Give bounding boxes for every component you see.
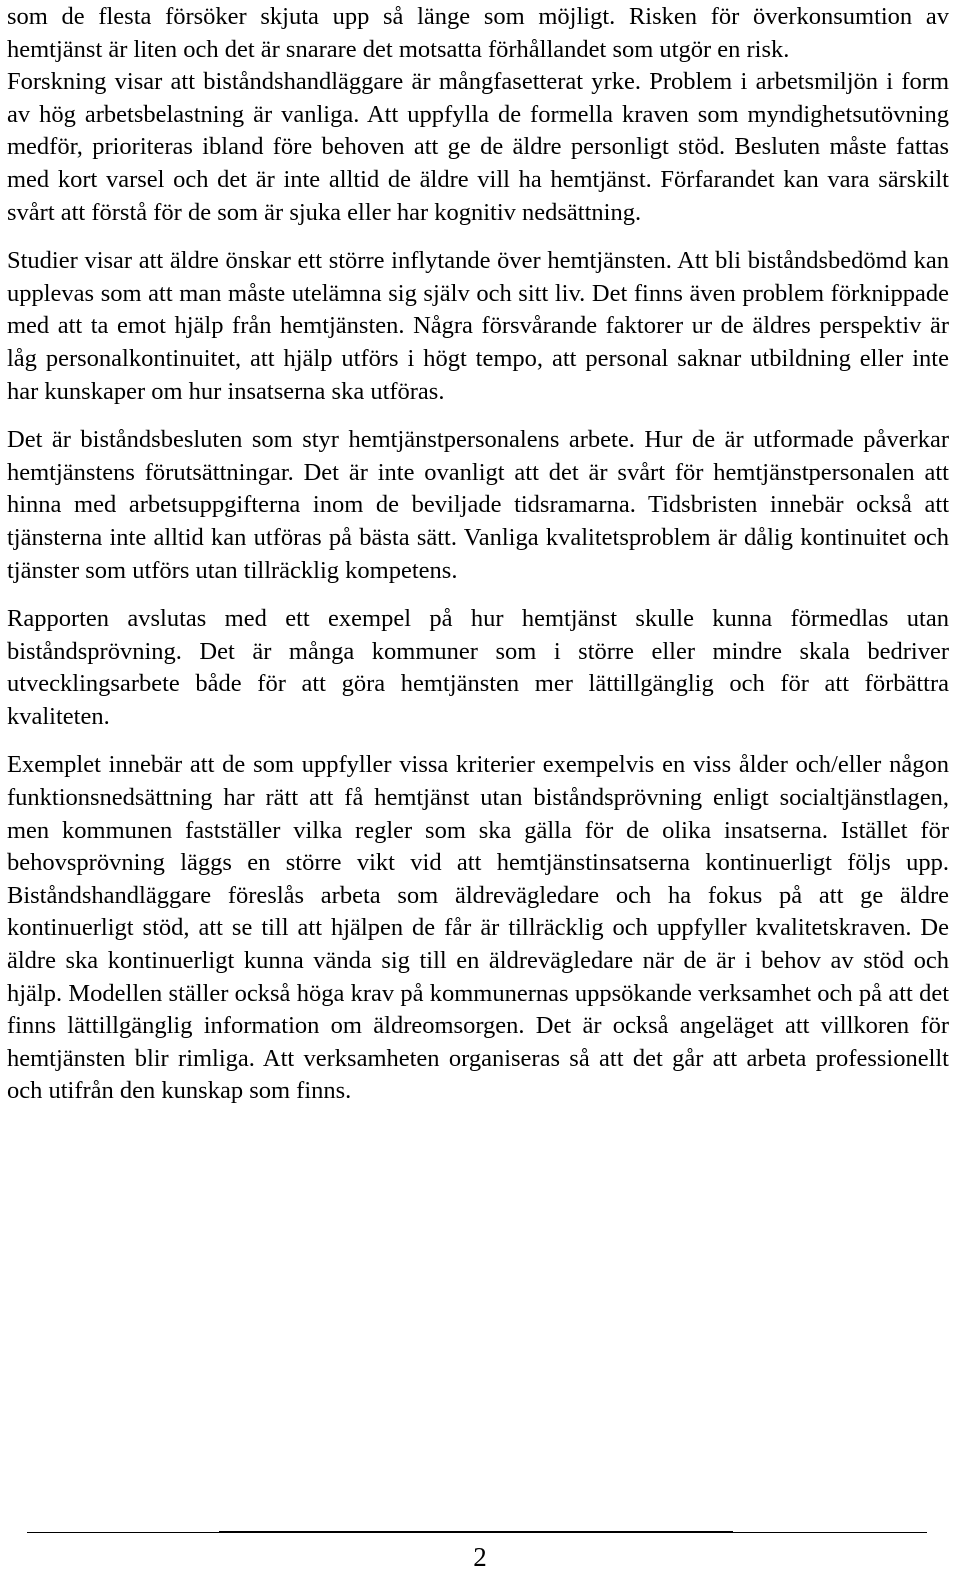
page-number: 2 [473, 1542, 487, 1572]
body-text [7, 1, 949, 1124]
paragraph-3: Studier visar att äldre önskar ett större inflytande över hemtjänsten. Att bli biståndsbedömd kan upplevas som att man måste utelämna sig själv och sitt liv. Det finns även problem förknippade med att ta emot hjälp från hemtjänsten. Några försvårande faktorer ur de äldres perspektiv är låg personalkontinuitet, att hjälp utförs i högt tempo, att personal saknar utbildning eller inte har kunskaper om hur insatserna ska utföras. [7, 247, 949, 405]
paragraph-1: som de flesta försöker skjuta upp så länge som möjligt. Risken för överkonsumtion av hemtjänst är liten och det är snarare det motsatta förhållandet som utgör en risk. [7, 3, 949, 63]
footer-divider-accent [219, 1531, 733, 1533]
paragraph-5: Rapporten avslutas med ett exempel på hur hemtjänst skulle kunna förmedlas utan biståndsprövning. Det är många kommuner som i större eller mindre skala bedriver utvecklingsarbete både för att göra hemtjänsten mer lättillgänglig och för att förbättra kvaliteten. [7, 605, 949, 730]
paragraph-2: Forskning visar att biståndshandläggare är mångfasetterat yrke. Problem i arbetsmiljön i form av hög arbetsbelastning är vanliga. Att uppfylla de formella kraven som myndighetsutövning medför, prioriteras ibland före behoven att ge de äldre personligt stöd. Besluten måste fattas med kort varsel och det är inte alltid de äldre vill ha hemtjänst. Förfarandet kan vara särskilt svårt att förstå för de som är sjuka eller har kognitiv nedsättning. [7, 68, 949, 226]
paragraph-6: Exemplet innebär att de som uppfyller vissa kriterier exempelvis en viss ålder och/eller någon funktionsnedsättning har rätt att få hemtjänst utan biståndsprövning enligt socialtjänstlagen, men kommunen fastställer vilka regler som ska gälla för de olika insatserna. Istället för behovsprövning läggs en större vikt vid att hemtjänstinsatserna kontinuerligt följs upp. Biståndshandläggare föreslås arbeta som äldrevägledare och ha fokus på att ge äldre kontinuerligt stöd, att se till att hjälpen de får är tillräcklig och uppfyller kvalitetskraven. De äldre ska kontinuerligt kunna vända sig till en äldrevägledare när de är i behov av stöd och hjälp. Modellen ställer också höga krav på kommunernas uppsökande verksamhet och på att det finns lättillgänglig information om äldreomsorgen. Det är också angeläget att villkoren för hemtjänsten blir rimliga. Att verksamheten organiseras så att det går att arbeta professionellt och utifrån den kunskap som finns. [7, 751, 949, 1105]
paragraph-4: Det är biståndsbesluten som styr hemtjänstpersonalens arbete. Hur de är utformade påverkar hemtjänstens förutsättningar. Det är inte ovanligt att det är svårt för hemtjänstpersonalen att hinna med arbetsuppgifterna inom de beviljade tidsramarna. Tidsbristen innebär också att tjänsterna inte alltid kan utföras på bästa sätt. Vanliga kvalitetsproblem är dålig kontinuitet och tjänster som utförs utan tillräcklig kompetens. [7, 426, 949, 584]
